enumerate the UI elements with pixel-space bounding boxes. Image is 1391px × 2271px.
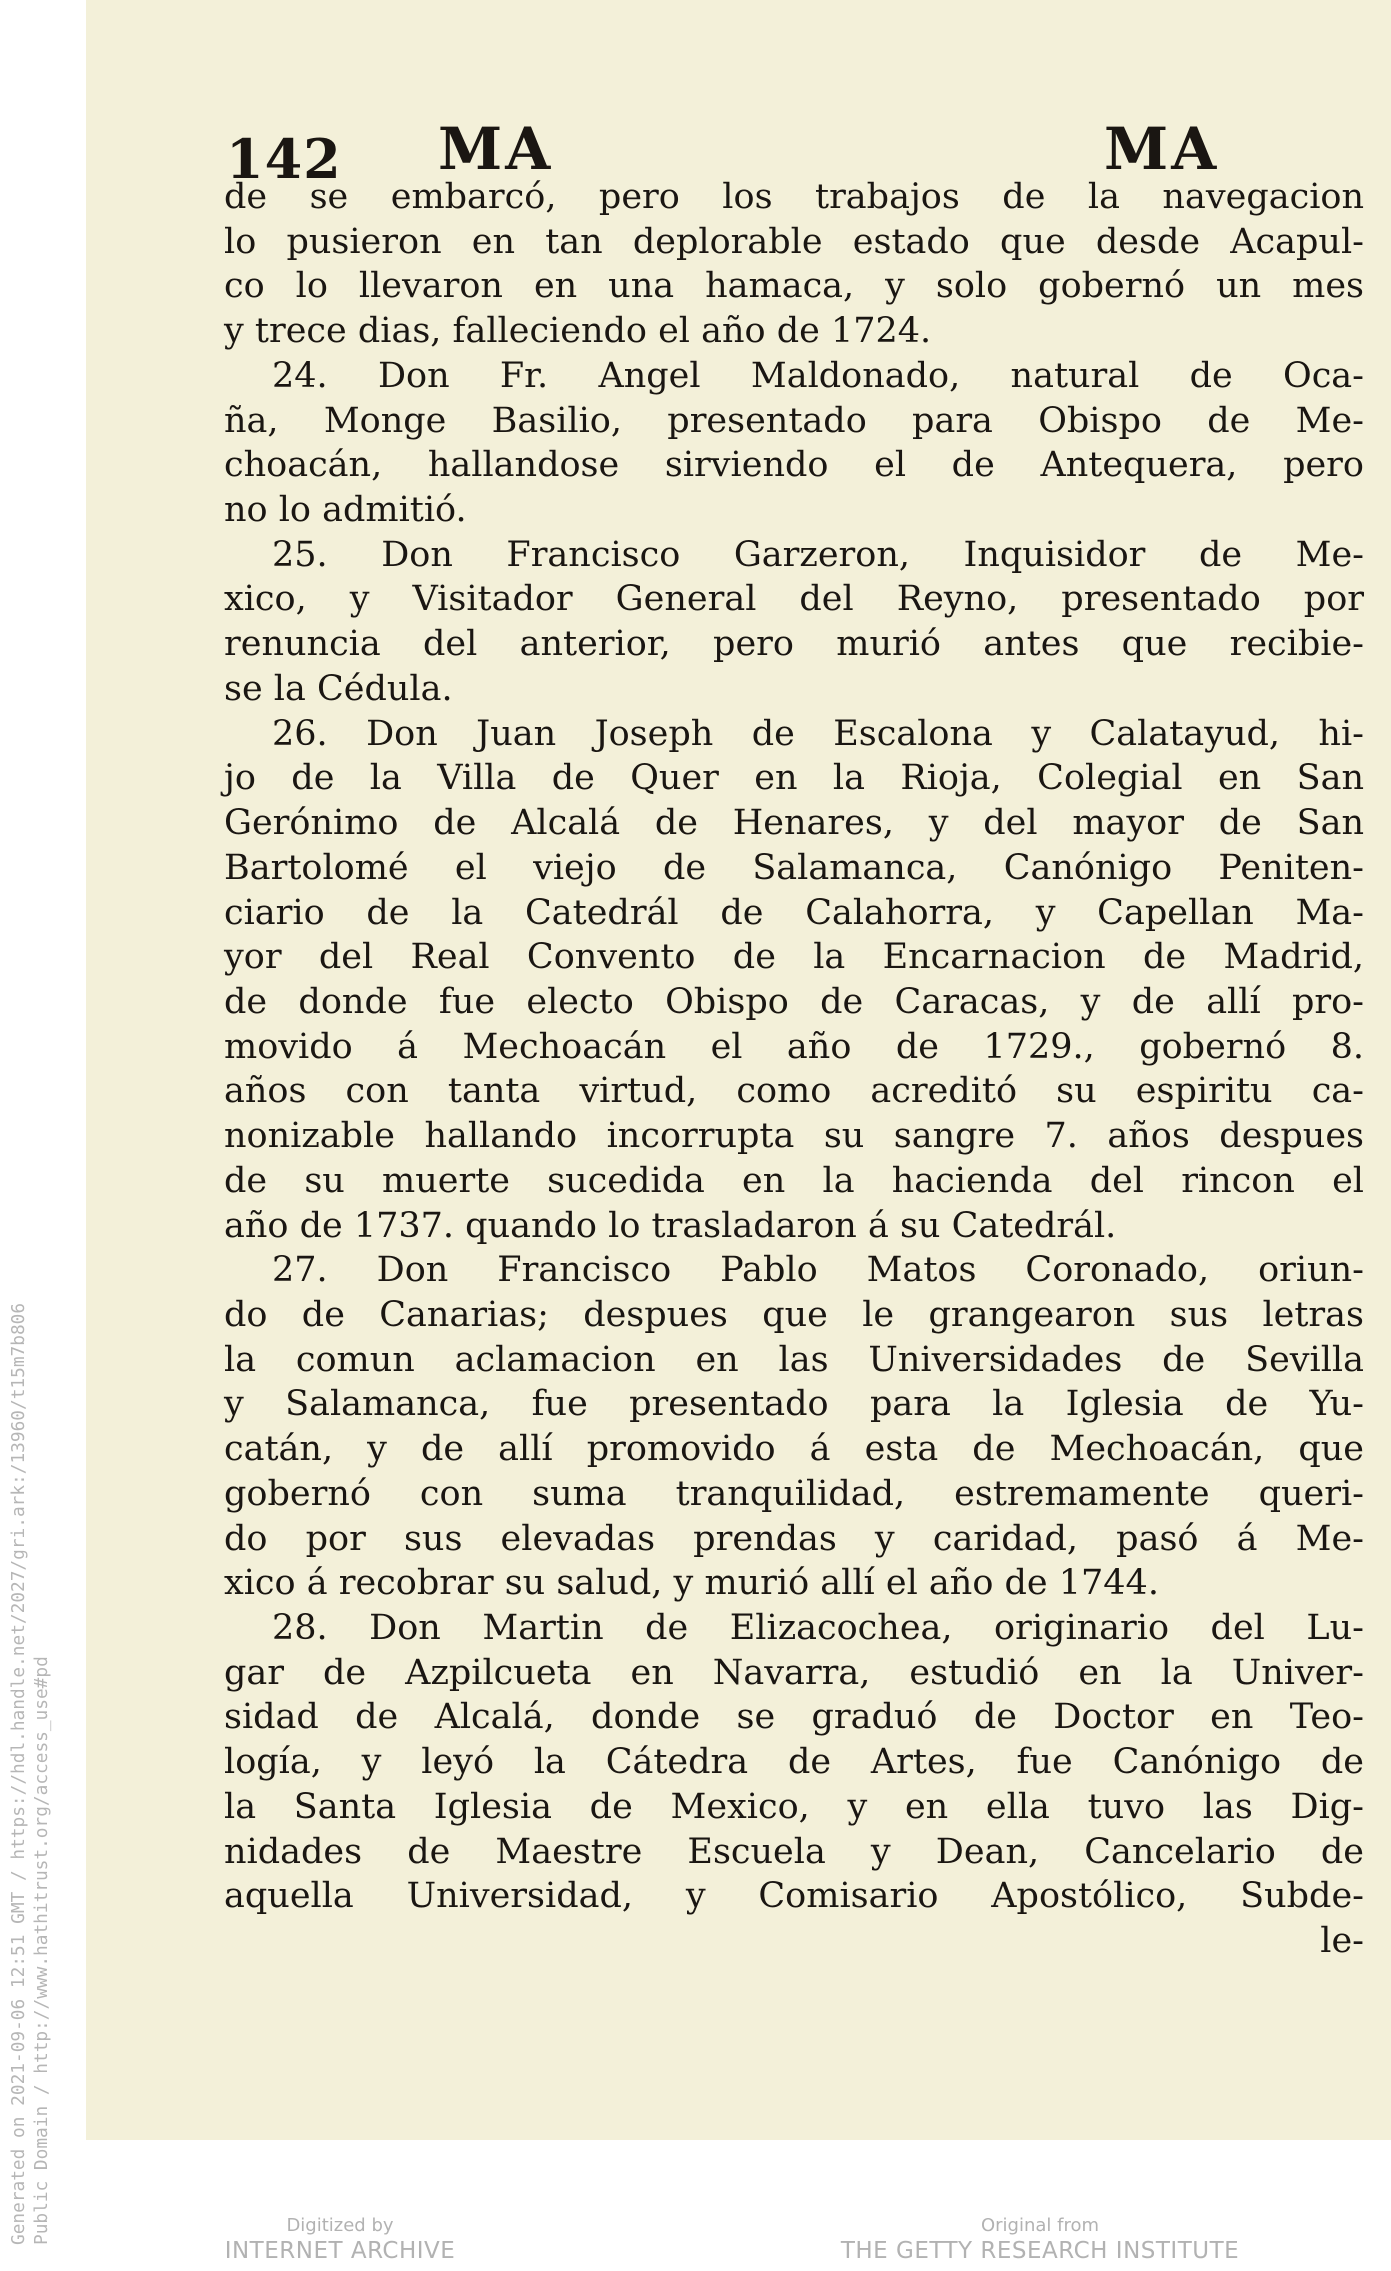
page-number: 142 (226, 127, 342, 191)
text-line: ciario de la Catedrál de Calahorra, y Capellan Ma- (224, 892, 1364, 933)
text-line: 25. Don Francisco Garzeron, Inquisidor de Me- (272, 534, 1364, 575)
text-line: no lo admitió. (224, 490, 467, 531)
text-line: jo de la Villa de Quer en la Rioja, Colegial en San (224, 758, 1364, 799)
text-line: Bartolomé el viejo de Salamanca, Canónigo Peniten- (224, 847, 1364, 888)
text-line: la comun aclamacion en las Universidades de Sevilla (224, 1339, 1364, 1380)
hathitrust-side-stamp (0, 1160, 66, 2250)
text-line: la Santa Iglesia de Mexico, y en ella tuvo las Dig- (224, 1786, 1364, 1827)
text-line: do por sus elevadas prendas y caridad, pasó á Me- (224, 1518, 1364, 1559)
text-line: yor del Real Convento de la Encarnacion de Madrid, (224, 937, 1364, 978)
text-line: lo pusieron en tan deplorable estado que desde Acapul- (224, 221, 1364, 262)
text-line: de su muerte sucedida en la hacienda del rincon el (224, 1160, 1364, 1201)
text-line: año de 1737. quando lo trasladaron á su Catedrál. (224, 1205, 1117, 1246)
text-line: Gerónimo de Alcalá de Henares, y del mayor de San (224, 803, 1364, 844)
footer-digitized-label: Digitized by (286, 2215, 394, 2236)
text-line: 24. Don Fr. Angel Maldonado, natural de Oca- (272, 355, 1364, 396)
text-line: xico á recobrar su salud, y murió allí el año de 1744. (224, 1563, 1159, 1604)
text-line: 28. Don Martin de Elizacochea, originario del Lu- (272, 1608, 1364, 1648)
footer-original-label: Original from (980, 2215, 1100, 2236)
text-line: nonizable hallando incorrupta su sangre 7. años despues (224, 1116, 1364, 1157)
text-line: 26. Don Juan Joseph de Escalona y Calatayud, hi- (272, 713, 1364, 754)
text-line: renuncia del anterior, pero murió antes que recibie- (224, 624, 1364, 665)
text-line: choacán, hallandose sirviendo el de Antequera, pero (224, 445, 1364, 486)
text-line: logía, y leyó la Cátedra de Artes, fue Canónigo de (224, 1742, 1364, 1783)
text-line: y Salamanca, fue presentado para la Iglesia de Yu- (224, 1384, 1364, 1425)
text-line: años con tanta virtud, como acreditó su espiritu ca- (224, 1071, 1364, 1112)
running-head-right: MA (1104, 115, 1220, 183)
text-line: gobernó con suma tranquilidad, estremamente queri- (224, 1473, 1364, 1514)
text-line: de se embarcó, pero los trabajos de la navegacion (224, 177, 1364, 217)
text-line: aquella Universidad, y Comisario Apostólico, Subde- (224, 1876, 1364, 1917)
footer-getty: THE GETTY RESEARCH INSTITUTE (840, 2238, 1240, 2264)
text-line: se la Cédula. (224, 668, 453, 709)
footer-original-from (830, 2215, 1250, 2271)
text-line: xico, y Visitador General del Reyno, presentado por (224, 579, 1364, 620)
text-line: 27. Don Francisco Pablo Matos Coronado, oriun- (272, 1250, 1364, 1291)
text-line: movido á Mechoacán el año de 1729., gobernó 8. (224, 1026, 1364, 1067)
text-line: catán, y de allí promovido á esta de Mechoacán, que (224, 1429, 1364, 1470)
text-line: nidades de Maestre Escuela y Dean, Cancelario de (224, 1831, 1364, 1872)
side-stamp-line-2: Public Domain / http://www.hathitrust.org/access_use#pd (31, 1656, 52, 2245)
text-line: y trece dias, falleciendo el año de 1724. (224, 311, 932, 352)
body-text (224, 175, 1364, 1964)
side-stamp-line-1: Generated on 2021-09-06 12:51 GMT / https://hdl.handle.net/2027/gri.ark:/13960/t15m7b806 (8, 1302, 29, 2245)
book-page (86, 0, 1391, 2140)
running-head-left: MA (438, 115, 554, 183)
text-line: de donde fue electo Obispo de Caracas, y de allí pro- (224, 981, 1364, 1022)
text-line: ña, Monge Basilio, presentado para Obispo de Me- (224, 400, 1364, 441)
catchword: le- (1320, 1921, 1364, 1962)
text-line: gar de Azpilcueta en Navarra, estudió en la Univer- (224, 1652, 1364, 1693)
text-line: sidad de Alcalá, donde se graduó de Doctor en Teo- (224, 1697, 1364, 1738)
footer-internet-archive: INTERNET ARCHIVE (224, 2238, 456, 2264)
text-line: do de Canarias; despues que le grangearon sus letras (224, 1294, 1364, 1335)
text-line: co lo llevaron en una hamaca, y solo gobernó un mes (224, 266, 1364, 307)
footer-digitized-by (130, 2215, 550, 2271)
